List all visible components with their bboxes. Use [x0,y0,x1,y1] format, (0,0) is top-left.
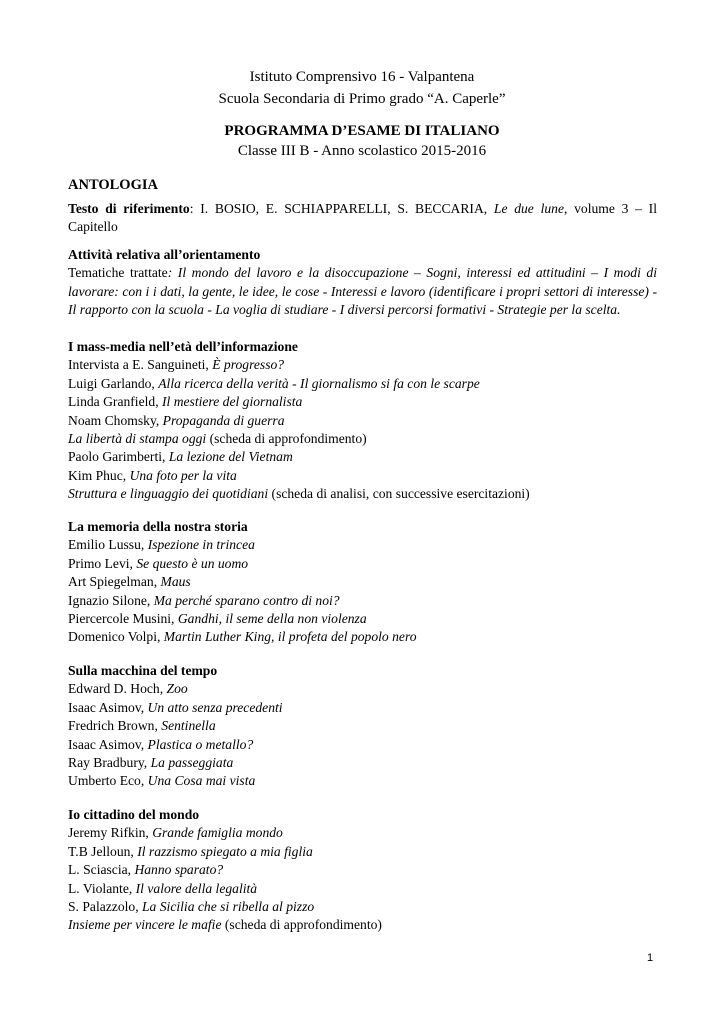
section-heading: I mass-media nell’età dell’informazione [68,339,298,354]
section-cittadino-mondo [68,806,657,935]
school-name: Scuola Secondaria di Primo grado “A. Caperle” [218,91,506,107]
orientation-topics: Tematiche trattate: Il mondo del lavoro e la disoccupazione – Sogni, interessi ed attitudini – I modi di lavorare: con i i dati, la gente, le idee, le cose - Interessi e lavoro (identificare i propri settori di interesse) - Il rapporto con la scuola - La voglia di studiare - I diversi percorsi formativi - Strategie per la scelta. [68,265,657,318]
section-heading: Io cittadino del mondo [68,807,200,822]
list-item: Umberto Eco, Una Cosa mai vista [68,773,256,789]
institute-name: Istituto Comprensivo 16 - Valpantena [249,69,475,85]
section-macchina-tempo [68,662,657,791]
list-item: Jeremy Rifkin, Grande famiglia mondo [68,825,283,841]
reference-book-title: Le due lune [493,201,564,216]
list-item: Intervista a E. Sanguineti, È progresso? [68,357,285,373]
list-item: L. Violante, Il valore della legalità [68,880,258,896]
list-item: Domenico Volpi, Martin Luther King, il profeta del popolo nero [68,629,417,645]
list-item: Piercercole Musini, Gandhi, il seme della non violenza [68,611,367,627]
list-item: Ray Bradbury, La passeggiata [68,755,234,771]
list-item: Kim Phuc, Una foto per la vita [68,467,237,483]
list-item: Emilio Lussu, Ispezione in trincea [68,537,255,553]
list-item: Art Spiegelman, Maus [68,574,191,590]
list-item: Struttura e linguaggio dei quotidiani (scheda di analisi, con successive esercitazioni) [68,486,530,502]
list-item: La libertà di stampa oggi (scheda di approfondimento) [68,431,367,447]
page-number: 1 [647,952,654,964]
section-memoria [68,518,657,647]
list-item: Insieme per vincere le mafie (scheda di approfondimento) [68,917,382,933]
list-item: T.B Jelloun, Il razzismo spiegato a mia figlia [68,843,313,859]
section-heading: La memoria della nostra storia [68,519,248,534]
list-item: Linda Granfield, Il mestiere del giornalista [68,394,303,410]
list-item: Noam Chomsky, Propaganda di guerra [68,412,285,428]
reference-label: Testo di riferimento [68,201,190,216]
list-item: Ignazio Silone, Ma perché sparano contro di noi? [68,592,340,608]
class-year: Classe III B - Anno scolastico 2015-2016 [237,143,487,159]
anthology-heading: ANTOLOGIA [68,177,158,193]
program-title: PROGRAMMA D’ESAME DI ITALIANO [224,123,500,139]
reference-paragraph: Testo di riferimento: I. BOSIO, E. SCHIAPPARELLI, S. BECCARIA, Le due lune, volume 3 – Il Capitello [68,201,657,235]
list-item: Paolo Garimberti, La lezione del Vietnam [68,449,293,465]
orientation-block [68,246,657,320]
list-item: L. Sciascia, Hanno sparato? [68,862,224,878]
orientation-heading: Attività relativa all’orientamento [68,247,261,262]
section-mass-media [68,338,657,504]
list-item: Luigi Garlando, Alla ricerca della verità - Il giornalismo si fa con le scarpe [68,375,480,391]
list-item: Edward D. Hoch, Zoo [68,681,188,697]
list-item: Primo Levi, Se questo è un uomo [68,555,249,571]
list-item: S. Palazzolo, La Sicilia che si ribella al pizzo [68,899,315,915]
section-heading: Sulla macchina del tempo [68,663,218,678]
list-item: Isaac Asimov, Un atto senza precedenti [68,699,283,715]
list-item: Fredrich Brown, Sentinella [68,718,216,734]
list-item: Isaac Asimov, Plastica o metallo? [68,736,254,752]
